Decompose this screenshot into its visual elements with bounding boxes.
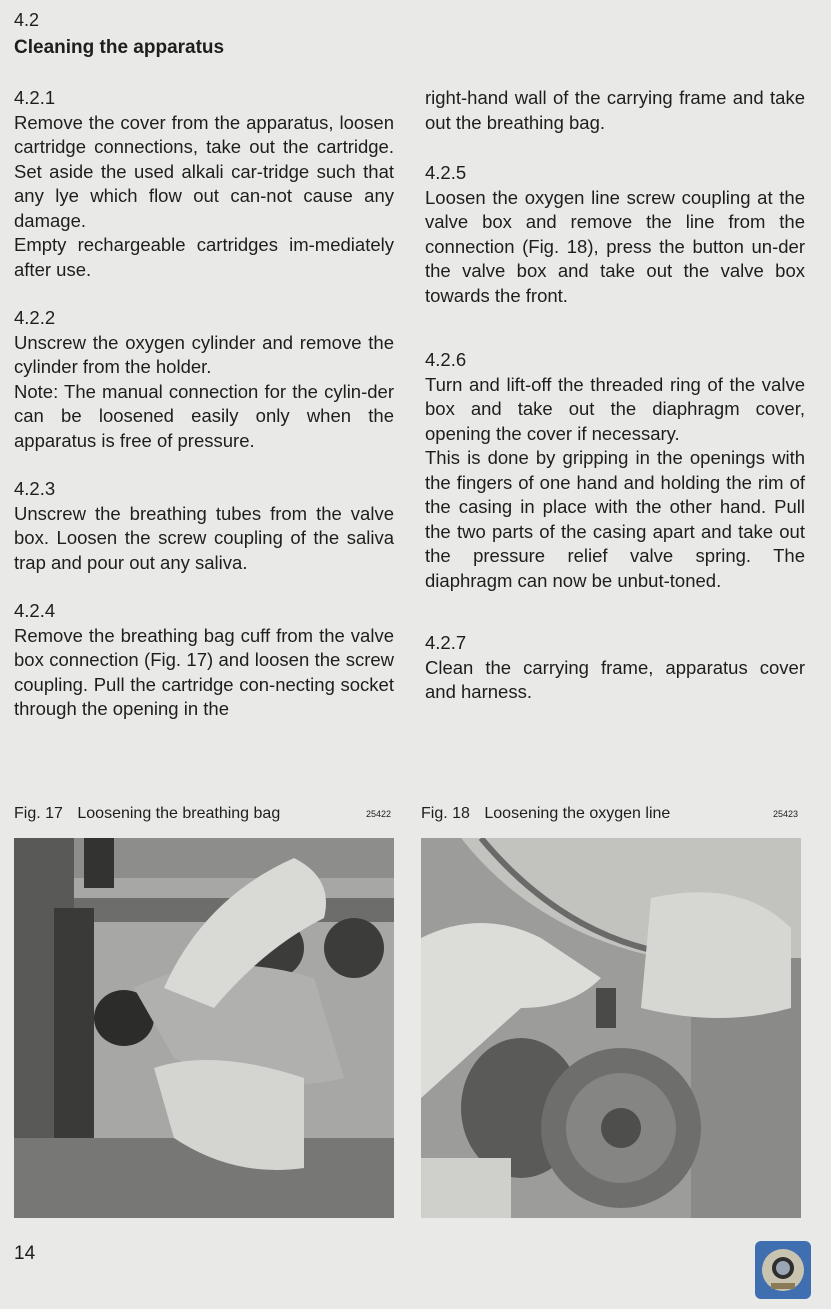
subsection-4-2-4 [14,599,394,722]
paragraph: Unscrew the oxygen cylinder and remove the cylinder from the holder. [14,331,394,377]
figure-18-photo [421,838,801,1218]
paragraph: Remove the cover from the apparatus, loosen cartridge connections, take out the cartridge. Set aside the used alkali car-tridge such that any lye which flow out can-not cause any damage. [14,111,394,231]
subsection-4-2-3 [14,477,394,575]
paragraph: Unscrew the breathing tubes from the valve box. Loosen the screw coupling of the saliva trap and pour out any saliva. [14,502,394,573]
figure-18-caption [421,805,805,823]
section-title: Cleaning the apparatus [14,37,225,58]
paragraph: Turn and lift-off the threaded ring of the valve box and take out the diaphragm cover, opening the cover if necessary. [425,373,805,444]
figure-caption-text: Loosening the oxygen line [484,805,671,822]
right-column [425,86,805,705]
paragraph: Note: The manual connection for the cylin-der can be loosened easily only when the apparatus is free of pressure. [14,380,394,451]
figure-caption-text: Loosening the breathing bag [77,805,281,822]
paragraph: Loosen the oxygen line screw coupling at the valve box and remove the line from the connection (Fig. 18), press the button un-der the valve box and take out the valve box towards the front. [425,186,805,306]
subsection-number: 4.2.3 [14,478,56,499]
subsection-number: 4.2.7 [425,632,467,653]
section-number: 4.2 [14,10,40,30]
subsection-4-2-1 [14,86,394,282]
subsection-number: 4.2.2 [14,307,56,328]
figure-label: Fig. 17 [14,805,63,822]
figure-label: Fig. 18 [421,805,470,822]
figure-code: 25423 [773,809,799,819]
subsection-4-2-6 [425,348,805,593]
figure-17-photo [14,838,394,1218]
paragraph: This is done by gripping in the openings with the fingers of one hand and holding the rim of the casing in place with the other hand. Pull the two parts of the casing apart and take out the pressure relief valve spring. The diaphragm can now be unbut-toned. [425,447,805,591]
subsection-4-2-2 [14,306,394,453]
paragraph: right-hand wall of the carrying frame and take out the breathing bag. [425,87,805,133]
subsection-number: 4.2.6 [425,349,467,370]
left-column [14,86,394,722]
page-number: 14 [14,1243,36,1264]
figure-code: 25422 [366,809,392,819]
figure-17-caption [14,805,398,823]
paragraph: Empty rechargeable cartridges im-mediately after use. [14,234,394,280]
subsection-4-2-5 [425,161,805,308]
subsection-number: 4.2.4 [14,600,56,621]
paragraph: Clean the carrying frame, apparatus cover and harness. [425,656,805,702]
subsection-number: 4.2.1 [14,87,56,108]
diving-helmet-logo [755,1241,811,1299]
paragraph: Remove the breathing bag cuff from the valve box connection (Fig. 17) and loosen the screw coupling. Pull the cartridge con-necting socket through the opening in the [14,624,394,719]
subsection-number: 4.2.5 [425,162,467,183]
subsection-4-2-7 [425,631,805,705]
subsection-continued [425,86,805,135]
